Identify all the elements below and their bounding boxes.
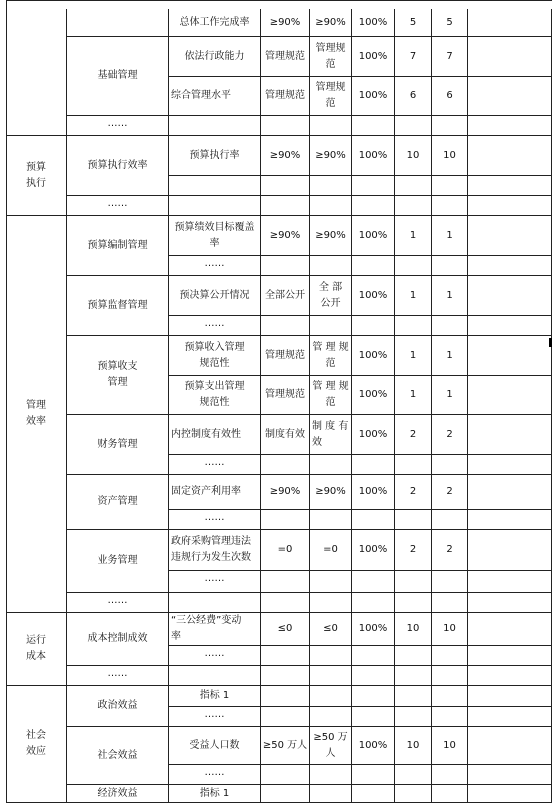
blank-cell [352, 116, 395, 136]
blank-cell [468, 666, 552, 686]
actual-value: ≥90% [310, 216, 352, 256]
blank-cell [395, 510, 432, 530]
blank-cell [395, 666, 432, 686]
indicator-name: 预算收入管理 规范性 [169, 336, 261, 376]
indicator-name: 预算支出管理 规范性 [169, 376, 261, 415]
blank-cell [261, 196, 310, 216]
indicator-name: 依法行政能力 [169, 37, 261, 77]
blank-cell [310, 455, 352, 475]
blank-cell [468, 9, 552, 37]
weight: 6 [395, 77, 432, 116]
blank-cell [261, 765, 310, 785]
level2-budget-supervision: 预算监督管理 [67, 276, 169, 336]
level2-basic-mgmt: 基础管理 [67, 37, 169, 116]
indicator-ellipsis: …… [169, 707, 261, 727]
actual-value [310, 785, 352, 803]
weight: 2 [395, 475, 432, 510]
level2-cost-control: 成本控制成效 [67, 613, 169, 666]
weight [395, 785, 432, 803]
score: 2 [432, 415, 468, 455]
blank-cell [432, 593, 468, 613]
blank-cell [395, 707, 432, 727]
annual-target [261, 686, 310, 707]
indicator-ellipsis: …… [169, 455, 261, 475]
score [432, 686, 468, 707]
annual-target: ≥90% [261, 136, 310, 176]
blank-cell [169, 196, 261, 216]
blank-cell [310, 256, 352, 276]
actual-value: =0 [310, 530, 352, 571]
annual-target: =0 [261, 530, 310, 571]
blank-cell [468, 176, 552, 196]
level2-business: 业务管理 [67, 530, 169, 593]
annual-target [261, 785, 310, 803]
blank-cell [352, 707, 395, 727]
score: 1 [432, 216, 468, 256]
annual-target: 管理规范 [261, 376, 310, 415]
indicator-ellipsis: …… [169, 510, 261, 530]
blank-cell [432, 196, 468, 216]
blank-cell [169, 666, 261, 686]
blank-cell [468, 77, 552, 116]
indicator-name: 内控制度有效性 [169, 415, 261, 455]
blank-cell [432, 571, 468, 593]
blank-cell [395, 765, 432, 785]
level2-asset: 资产管理 [67, 475, 169, 530]
completion-rate: 100% [352, 613, 395, 646]
indicator-ellipsis: …… [169, 256, 261, 276]
indicator-name: 固定资产利用率 [169, 475, 261, 510]
completion-rate [352, 785, 395, 803]
actual-value: ≥90% [310, 9, 352, 37]
actual-value: 管 理 规 范 [310, 376, 352, 415]
actual-value: ≥90% [310, 475, 352, 510]
blank-cell [352, 316, 395, 336]
blank-cell [468, 415, 552, 455]
blank-cell [432, 646, 468, 666]
level2-budget-exec-eff: 预算执行效率 [67, 136, 169, 196]
blank-cell [310, 646, 352, 666]
completion-rate: 100% [352, 216, 395, 256]
blank-cell [468, 571, 552, 593]
level2-budget-prep: 预算编制管理 [67, 216, 169, 276]
annual-target: 管理规范 [261, 77, 310, 116]
blank-cell [352, 510, 395, 530]
annual-target: 全部公开 [261, 276, 310, 316]
actual-value: 管理规 范 [310, 37, 352, 77]
blank-cell [310, 765, 352, 785]
completion-rate: 100% [352, 9, 395, 37]
blank-cell [310, 176, 352, 196]
blank-cell [432, 256, 468, 276]
blank-cell [352, 196, 395, 216]
level2-cell-top-blank [67, 9, 169, 37]
blank-cell [395, 646, 432, 666]
level1-budget-exec: 预算 执行 [6, 136, 67, 216]
completion-rate: 100% [352, 530, 395, 571]
score: 2 [432, 530, 468, 571]
blank-cell [352, 593, 395, 613]
indicator-name: 预算执行率 [169, 136, 261, 176]
score [432, 785, 468, 803]
indicator-name: 指标 1 [169, 686, 261, 707]
score: 6 [432, 77, 468, 116]
blank-cell [432, 707, 468, 727]
weight: 1 [395, 376, 432, 415]
blank-cell [261, 707, 310, 727]
blank-cell [395, 116, 432, 136]
score: 7 [432, 37, 468, 77]
actual-value: ≥90% [310, 136, 352, 176]
level1-mgmt-eff: 管理 效率 [6, 216, 67, 613]
annual-target: ≥90% [261, 475, 310, 510]
weight: 10 [395, 136, 432, 176]
blank-cell [432, 510, 468, 530]
blank-cell [352, 256, 395, 276]
annual-target: ≥90% [261, 9, 310, 37]
level2-finance: 财务管理 [67, 415, 169, 475]
blank-cell [468, 256, 552, 276]
blank-cell [468, 196, 552, 216]
blank-cell [395, 196, 432, 216]
indicator-name: 受益人口数 [169, 727, 261, 765]
completion-rate: 100% [352, 727, 395, 765]
weight: 10 [395, 727, 432, 765]
level2-social-benefit: 社会效益 [67, 727, 169, 785]
actual-value: 全 部 公开 [310, 276, 352, 316]
score: 1 [432, 276, 468, 316]
indicator-name: 预决算公开情况 [169, 276, 261, 316]
weight: 7 [395, 37, 432, 77]
score: 1 [432, 376, 468, 415]
level2-rev-exp: 预算收支 管理 [67, 336, 169, 415]
text-cursor-marker [549, 338, 552, 347]
level1-op-cost: 运行 成本 [6, 613, 67, 686]
indicator-ellipsis: …… [169, 765, 261, 785]
blank-cell [310, 571, 352, 593]
level1-cell-top-blank [6, 9, 67, 136]
blank-cell [468, 475, 552, 510]
annual-target: 管理规范 [261, 336, 310, 376]
level2-ellipsis: …… [67, 593, 169, 613]
blank-cell [169, 176, 261, 196]
blank-cell [261, 316, 310, 336]
blank-cell [468, 37, 552, 77]
blank-cell [352, 765, 395, 785]
score: 2 [432, 475, 468, 510]
completion-rate: 100% [352, 136, 395, 176]
weight: 2 [395, 530, 432, 571]
blank-cell [310, 116, 352, 136]
actual-value: 管理规 范 [310, 77, 352, 116]
annual-target: ≥90% [261, 216, 310, 256]
blank-cell [310, 196, 352, 216]
annual-target: ≥50 万人 [261, 727, 310, 765]
blank-cell [468, 136, 552, 176]
blank-cell [468, 530, 552, 571]
blank-cell [432, 116, 468, 136]
blank-cell [169, 116, 261, 136]
blank-cell [310, 707, 352, 727]
actual-value: 管 理 规 范 [310, 336, 352, 376]
weight: 10 [395, 613, 432, 646]
level2-ellipsis: …… [67, 196, 169, 216]
indicator-name: 政府采购管理违法 违规行为发生次数 [169, 530, 261, 571]
blank-cell [261, 646, 310, 666]
level2-ellipsis: …… [67, 666, 169, 686]
blank-cell [261, 510, 310, 530]
weight [395, 686, 432, 707]
completion-rate: 100% [352, 37, 395, 77]
blank-cell [261, 116, 310, 136]
blank-cell [395, 455, 432, 475]
blank-cell [395, 571, 432, 593]
completion-rate: 100% [352, 276, 395, 316]
blank-cell [468, 216, 552, 256]
blank-cell [169, 593, 261, 613]
blank-cell [352, 176, 395, 196]
indicator-name: 预算绩效目标覆盖 率 [169, 216, 261, 256]
completion-rate [352, 686, 395, 707]
blank-cell [352, 455, 395, 475]
blank-cell [468, 727, 552, 765]
weight: 5 [395, 9, 432, 37]
blank-cell [261, 455, 310, 475]
indicator-name: “三公经费”变动 率 [169, 613, 261, 646]
score: 1 [432, 336, 468, 376]
blank-cell [468, 455, 552, 475]
blank-cell [468, 785, 552, 803]
blank-cell [468, 707, 552, 727]
blank-cell [432, 176, 468, 196]
actual-value: ≤0 [310, 613, 352, 646]
weight: 1 [395, 276, 432, 316]
indicator-name: 综合管理水平 [169, 77, 261, 116]
blank-cell [261, 666, 310, 686]
level1-social: 社会 效应 [6, 686, 67, 803]
blank-cell [261, 176, 310, 196]
blank-cell [352, 666, 395, 686]
level2-political: 政治效益 [67, 686, 169, 727]
score: 10 [432, 136, 468, 176]
blank-cell [468, 646, 552, 666]
actual-value: ≥50 万 人 [310, 727, 352, 765]
blank-cell [468, 686, 552, 707]
blank-cell [395, 593, 432, 613]
blank-cell [468, 593, 552, 613]
blank-cell [468, 510, 552, 530]
weight: 2 [395, 415, 432, 455]
score: 10 [432, 727, 468, 765]
level2-ellipsis: …… [67, 116, 169, 136]
indicator-name: 总体工作完成率 [169, 9, 261, 37]
blank-cell [468, 613, 552, 646]
blank-cell [310, 316, 352, 336]
blank-cell [468, 116, 552, 136]
blank-cell [261, 593, 310, 613]
actual-value [310, 686, 352, 707]
blank-cell [395, 316, 432, 336]
completion-rate: 100% [352, 77, 395, 116]
score: 10 [432, 613, 468, 646]
score: 5 [432, 9, 468, 37]
indicator-ellipsis: …… [169, 571, 261, 593]
blank-cell [432, 455, 468, 475]
blank-cell [468, 316, 552, 336]
level2-economic: 经济效益 [67, 785, 169, 803]
indicator-name: 指标 1 [169, 785, 261, 803]
blank-cell [261, 571, 310, 593]
completion-rate: 100% [352, 336, 395, 376]
blank-cell [468, 336, 552, 376]
weight: 1 [395, 336, 432, 376]
annual-target: 管理规范 [261, 37, 310, 77]
actual-value: 制 度 有 效 [310, 415, 352, 455]
blank-cell [310, 510, 352, 530]
blank-cell [432, 765, 468, 785]
blank-cell [468, 765, 552, 785]
blank-cell [432, 666, 468, 686]
completion-rate: 100% [352, 475, 395, 510]
annual-target: 制度有效 [261, 415, 310, 455]
blank-cell [310, 666, 352, 686]
indicator-ellipsis: …… [169, 316, 261, 336]
completion-rate: 100% [352, 376, 395, 415]
annual-target: ≤0 [261, 613, 310, 646]
blank-cell [395, 176, 432, 196]
blank-cell [395, 256, 432, 276]
blank-cell [468, 376, 552, 415]
blank-cell [352, 571, 395, 593]
weight: 1 [395, 216, 432, 256]
blank-cell [352, 646, 395, 666]
blank-cell [432, 316, 468, 336]
completion-rate: 100% [352, 415, 395, 455]
indicator-ellipsis: …… [169, 646, 261, 666]
blank-cell [468, 276, 552, 316]
blank-cell [310, 593, 352, 613]
blank-cell [261, 256, 310, 276]
